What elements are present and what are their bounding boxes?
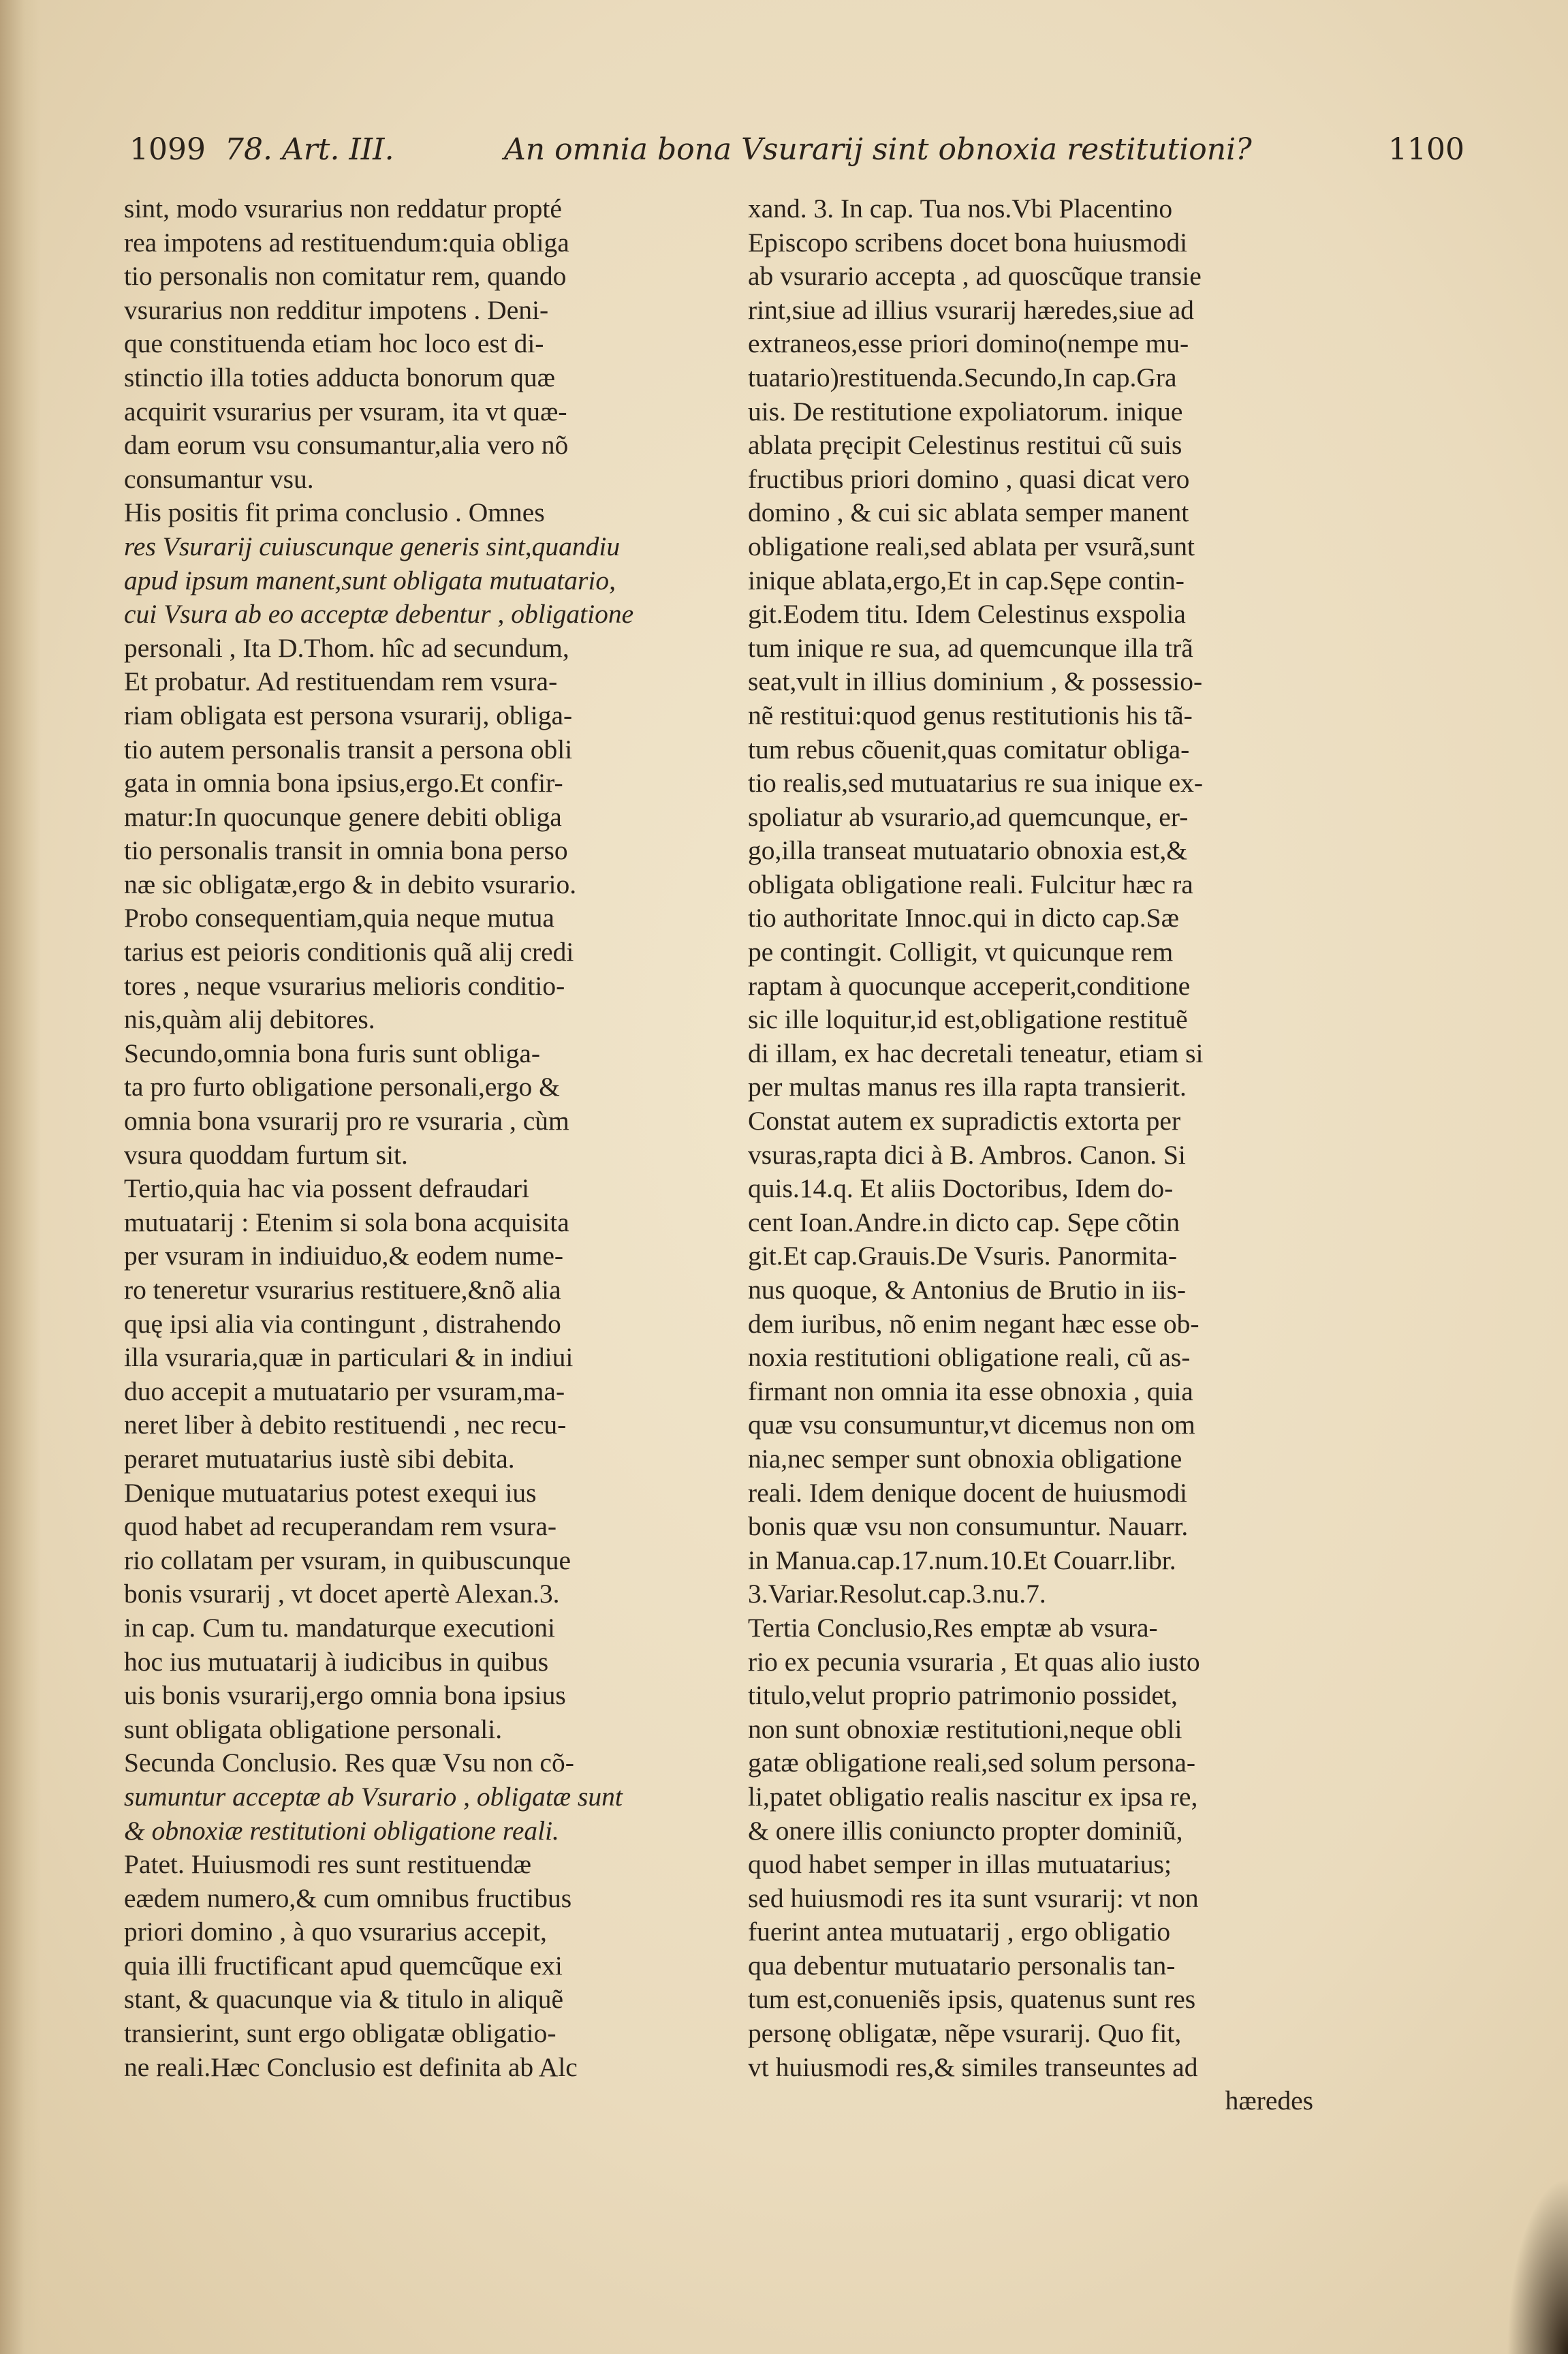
text-line: consumantur vsu. xyxy=(124,463,314,494)
text-line: sint, modo vsurarius non reddatur propté xyxy=(124,193,562,223)
text-line: tio authoritate Innoc.qui in dicto cap.Sæ xyxy=(748,903,1179,933)
text-line: stinctio illa toties adducta bonorum quæ xyxy=(124,362,556,392)
text-line: tio realis,sed mutuatarius re sua inique ex- xyxy=(748,768,1204,799)
text-line: & onere illis coniuncto propter dominiũ, xyxy=(748,1815,1183,1846)
text-line: næ sic obligatæ,ergo & in debito vsurario. xyxy=(124,869,577,899)
text-line: sumuntur acceptæ ab Vsurario , obligatæ sunt xyxy=(124,1781,623,1812)
text-line: Episcopo scribens docet bona huiusmodi xyxy=(748,227,1188,258)
text-line: Denique mutuatarius potest exequi ius xyxy=(124,1477,537,1508)
text-line: di illam, ex hac decretali teneatur, etiam si xyxy=(748,1038,1204,1068)
text-line: raptam à quocunque acceperit,conditione xyxy=(748,970,1191,1001)
text-line: tum inique re sua, ad quemcunque illa trã xyxy=(748,632,1193,663)
text-line: li,patet obligatio realis nascitur ex ipsa re, xyxy=(748,1781,1198,1812)
text-line: quę ipsi alia via contingunt , distrahendo xyxy=(124,1308,561,1339)
text-line: obligata obligatione reali. Fulcitur hæc ra xyxy=(748,869,1193,899)
text-line: duo accepit a mutuatario per vsuram,ma- xyxy=(124,1376,565,1406)
text-line: acquirit vsurarius per vsuram, ita vt quæ- xyxy=(124,396,567,427)
text-line: & obnoxiæ restitutioni obligatione reali. xyxy=(124,1815,559,1846)
text-line: priori domino , à quo vsurarius accepit, xyxy=(124,1917,547,1947)
text-line: Tertio,quia hac via possent defraudari xyxy=(124,1173,529,1204)
text-line: firmant non omnia ita esse obnoxia , quia xyxy=(748,1376,1193,1406)
text-line: tio autem personalis transit a persona obli xyxy=(124,734,573,764)
text-line: bonis quæ vsu non consumuntur. Nauarr. xyxy=(748,1511,1189,1542)
page-corner-shadow xyxy=(1507,2177,1568,2354)
text-line: nẽ restitui:quod genus restitutionis his tã- xyxy=(748,700,1193,730)
text-line: tuatario)restituenda.Secundo,In cap.Gra xyxy=(748,362,1177,392)
text-line: cui Vsura ab eo acceptæ debentur , obligatione xyxy=(124,599,634,630)
text-line: rio ex pecunia vsuraria , Et quas alio iusto xyxy=(748,1646,1200,1677)
text-column-left xyxy=(124,192,689,2168)
text-line: quæ vsu consumuntur,vt dicemus non om xyxy=(748,1410,1195,1440)
text-line: ne reali.Hæc Conclusio est definita ab Alc xyxy=(124,2051,578,2082)
text-line: Et probatur. Ad restituendam rem vsura- xyxy=(124,666,558,697)
text-line: titulo,velut proprio patrimonio possidet, xyxy=(748,1680,1178,1711)
text-line: git.Et cap.Grauis.De Vsuris. Panormita- xyxy=(748,1241,1178,1271)
text-line: fuerint antea mutuatarij , ergo obligatio xyxy=(748,1917,1171,1947)
text-line: tum est,conueniẽs ipsis, quatenus sunt res xyxy=(748,1984,1196,2015)
article-title: An omnia bona Vsurarij sint obnoxia restitutioni? xyxy=(504,132,1252,167)
text-line: hoc ius mutuatarij à iudicibus in quibus xyxy=(124,1646,549,1677)
text-line: nis,quàm alij debitores. xyxy=(124,1004,375,1035)
text-line: sic ille loquitur,id est,obligatione restituẽ xyxy=(748,1004,1188,1035)
text-line: sunt obligata obligatione personali. xyxy=(124,1714,503,1744)
text-line: quod habet semper in illas mutuatarius; xyxy=(748,1849,1172,1880)
page-number-right: 1100 xyxy=(1388,132,1464,167)
text-line: omnia bona vsurarij pro re vsuraria , cùm xyxy=(124,1106,569,1136)
text-line: go,illa transeat mutuatario obnoxia est,& xyxy=(748,835,1187,866)
text-line: bonis vsurarij , vt docet apertè Alexan.3. xyxy=(124,1579,560,1609)
page-number-left: 1099 xyxy=(129,132,206,167)
text-line: quia illi fructificant apud quemcũque exi xyxy=(124,1950,563,1981)
text-line: qua debentur mutuatario personalis tan- xyxy=(748,1950,1176,1981)
text-line: 3.Variar.Resolut.cap.3.nu.7. xyxy=(748,1579,1046,1609)
text-line: tio personalis transit in omnia bona perso xyxy=(124,835,568,866)
text-line: vsuras,rapta dici à B. Ambros. Canon. Si xyxy=(748,1139,1186,1170)
text-line: pe contingit. Colligit, vt quicunque rem xyxy=(748,937,1174,967)
text-line: His positis fit prima conclusio . Omnes xyxy=(124,497,545,528)
text-column-right xyxy=(748,192,1313,2168)
text-line: dem iuribus, nõ enim negant hæc esse ob- xyxy=(748,1308,1199,1339)
text-line: nia,nec semper sunt obnoxia obligatione xyxy=(748,1443,1182,1474)
text-line: in Manua.cap.17.num.10.Et Couarr.libr. xyxy=(748,1545,1176,1575)
text-line: ab vsurario accepta , ad quoscũque transie xyxy=(748,261,1202,292)
text-line: fructibus priori domino , quasi dicat vero xyxy=(748,463,1190,494)
page-binding-shadow xyxy=(0,0,41,2354)
text-line: peraret mutuatarius iustè sibi debita. xyxy=(124,1443,515,1474)
text-line: que constituenda etiam hoc loco est di- xyxy=(124,328,544,359)
text-line: dam eorum vsu consumantur,alia vero nõ xyxy=(124,430,569,461)
text-line: ablata pręcipit Celestinus restitui cũ suis xyxy=(748,430,1182,461)
text-line: neret liber à debito restituendi , nec recu- xyxy=(124,1410,567,1440)
text-line: noxia restitutioni obligatione reali, cũ as- xyxy=(748,1342,1191,1373)
text-line: seat,vult in illius dominium , & possessio- xyxy=(748,666,1203,697)
text-line: gatæ obligatione reali,sed solum persona- xyxy=(748,1748,1196,1778)
text-line: mutuatarij : Etenim si sola bona acquisita xyxy=(124,1207,569,1237)
text-line: per multas manus res illa rapta transierit. xyxy=(748,1072,1187,1102)
text-line: quis.14.q. Et aliis Doctoribus, Idem do- xyxy=(748,1173,1174,1204)
text-line: gata in omnia bona ipsius,ergo.Et confir- xyxy=(124,768,563,799)
text-line: non sunt obnoxiæ restitutioni,neque obli xyxy=(748,1714,1182,1744)
text-line: reali. Idem denique docent de huiusmodi xyxy=(748,1477,1187,1508)
text-line: cent Ioan.Andre.in dicto cap. Sępe cõtin xyxy=(748,1207,1180,1237)
text-line: stant, & quacunque via & titulo in aliquẽ xyxy=(124,1984,564,2015)
text-line: git.Eodem titu. Idem Celestinus exspolia xyxy=(748,599,1186,630)
text-line: spoliatur ab vsurario,ad quemcunque, er- xyxy=(748,801,1189,832)
text-line: in cap. Cum tu. mandaturque executioni xyxy=(124,1612,555,1643)
text-line: obligatione reali,sed ablata per vsurã,sunt xyxy=(748,531,1195,561)
text-line: Secunda Conclusio. Res quæ Vsu non cõ- xyxy=(124,1748,574,1778)
text-line: tores , neque vsurarius melioris conditio- xyxy=(124,970,565,1001)
text-line: xand. 3. In cap. Tua nos.Vbi Placentino xyxy=(748,193,1173,223)
text-line: matur:In quocunque genere debiti obliga xyxy=(124,801,562,832)
text-line: illa vsuraria,quæ in particulari & in indiui xyxy=(124,1342,574,1373)
text-line: personę obligatæ, nẽpe vsurarij. Quo fit, xyxy=(748,2018,1182,2049)
text-line: sed huiusmodi res ita sunt vsurarij: vt non xyxy=(748,1883,1199,1913)
text-line: apud ipsum manent,sunt obligata mutuatario, xyxy=(124,565,616,595)
text-line: transierint, sunt ergo obligatæ obligatio- xyxy=(124,2018,556,2049)
text-line: tarius est peioris conditionis quã alij credi xyxy=(124,937,574,967)
text-line: ro teneretur vsurarius restituere,&nõ alia xyxy=(124,1275,561,1305)
text-line: per vsuram in indiuiduo,& eodem nume- xyxy=(124,1241,564,1271)
text-line: domino , & cui sic ablata semper manent xyxy=(748,497,1189,528)
text-line: riam obligata est persona vsurarij, obliga- xyxy=(124,700,573,730)
text-line: eædem numero,& cum omnibus fructibus xyxy=(124,1883,572,1913)
text-line: tum rebus cõuenit,quas comitatur obliga- xyxy=(748,734,1190,764)
running-header xyxy=(129,123,1464,177)
text-line: Probo consequentiam,quia neque mutua xyxy=(124,903,554,933)
text-line: Patet. Huiusmodi res sunt restituendæ xyxy=(124,1849,531,1880)
text-line: rint,siue ad illius vsurarij hæredes,siue ad xyxy=(748,294,1194,325)
text-line: uis bonis vsurarij,ergo omnia bona ipsius xyxy=(124,1680,566,1711)
text-line: rea impotens ad restituendum:quia obliga xyxy=(124,227,569,258)
text-line: Tertia Conclusio,Res emptæ ab vsura- xyxy=(748,1612,1158,1643)
text-line: nus quoque, & Antonius de Brutio in iis- xyxy=(748,1275,1186,1305)
text-line: tio personalis non comitatur rem, quando xyxy=(124,261,567,292)
text-line: Constat autem ex supradictis extorta per xyxy=(748,1106,1181,1136)
text-line: inique ablata,ergo,Et in cap.Sępe contin- xyxy=(748,565,1185,595)
text-line: Secundo,omnia bona furis sunt obliga- xyxy=(124,1038,541,1068)
text-line: quod habet ad recuperandam rem vsura- xyxy=(124,1511,557,1542)
text-line: uis. De restitutione expoliatorum. inique xyxy=(748,396,1183,427)
text-line: extraneos,esse priori domino(nempe mu- xyxy=(748,328,1189,359)
text-line: rio collatam per vsuram, in quibuscunque xyxy=(124,1545,571,1575)
text-line: res Vsurarij cuiuscunque generis sint,quandiu xyxy=(124,531,621,561)
text-line: personali , Ita D.Thom. hîc ad secundum, xyxy=(124,632,569,663)
text-line: vsurarius non redditur impotens . Deni- xyxy=(124,294,549,325)
text-line: ta pro furto obligatione personali,ergo & xyxy=(124,1072,560,1102)
text-line: hæredes xyxy=(1225,2086,1313,2116)
text-line: vt huiusmodi res,& similes transeuntes ad xyxy=(748,2051,1198,2082)
article-label: 78. Art. III. xyxy=(225,132,394,167)
text-line: vsura quoddam furtum sit. xyxy=(124,1139,408,1170)
